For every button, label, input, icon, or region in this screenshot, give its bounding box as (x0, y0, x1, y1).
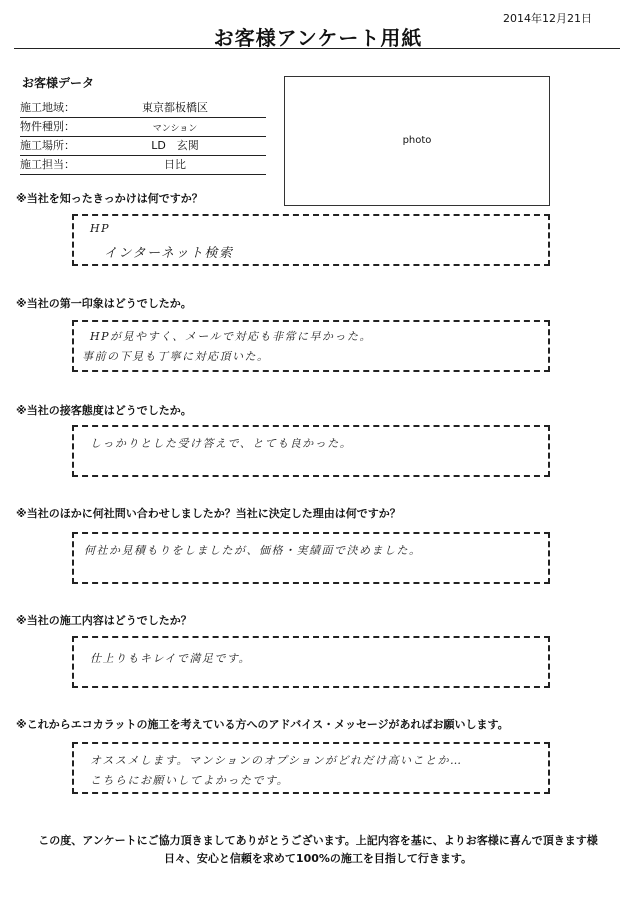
answer-text: オススメします。マンションのオプションがどれだけ高いことか… (90, 754, 463, 767)
info-label: 物件種別： (20, 120, 75, 133)
answer-text: こちらにお願いしてよかったです。 (90, 774, 290, 787)
answer-box-3 (72, 425, 550, 477)
answer-text: HP (90, 222, 110, 235)
question-3: ※当社の接客態度はどうでしたか。 (16, 404, 192, 417)
answer-box-1 (72, 214, 550, 266)
info-value: マンション (152, 124, 198, 134)
title-divider (14, 48, 620, 49)
answer-text: HPが見やすく、メールで対応も非常に早かった。 (90, 330, 373, 343)
info-value: LD 玄関 (151, 139, 199, 152)
footer-line-2: 日々、安心と信頼を求めて100%の施工を目指して行きます。 (163, 852, 473, 865)
answer-text: 何社か見積もりをしましたが、価格・実績面で決めました。 (84, 544, 422, 557)
info-row-staff (20, 157, 266, 175)
info-label: 施工担当： (20, 158, 75, 171)
answer-text: 事前の下見も丁寧に対応頂いた。 (82, 350, 270, 363)
photo-placeholder (284, 76, 550, 206)
info-row-location (20, 138, 266, 156)
customer-data-heading: お客様データ (22, 76, 95, 90)
survey-date: 2014年12月21日 (503, 12, 592, 25)
info-value: 日比 (164, 158, 186, 171)
answer-box-6 (72, 742, 550, 794)
answer-text: インターネット検索 (104, 246, 234, 261)
question-6: ※これからエコカラットの施工を考えている方へのアドバイス・メッセージがあればお願いします。 (16, 718, 509, 731)
answer-text: しっかりとした受け答えで、とても良かった。 (90, 437, 353, 450)
page-title: お客様アンケート用紙 (213, 26, 423, 50)
info-label: 施工地域： (20, 101, 75, 114)
footer-line-1: この度、アンケートにご協力頂きましてありがとうございます。上記内容を基に、よりお客様に喜んで頂きます様 (38, 834, 598, 847)
answer-box-4 (72, 532, 550, 584)
question-1: ※当社を知ったきっかけは何ですか？ (16, 192, 203, 205)
question-5: ※当社の施工内容はどうでしたか？ (16, 614, 192, 627)
question-4: ※当社のほかに何社問い合わせしましたか？当社に決定した理由は何ですか？ (16, 507, 401, 520)
answer-box-2 (72, 320, 550, 372)
answer-box-5 (72, 636, 550, 688)
info-row-property-type (20, 119, 266, 137)
info-value: 東京都板橋区 (142, 101, 208, 114)
question-2: ※当社の第一印象はどうでしたか。 (16, 297, 192, 310)
info-row-area (20, 100, 266, 118)
photo-label: photo (402, 135, 432, 146)
answer-text: 仕上りもキレイで満足です。 (90, 652, 251, 665)
info-label: 施工場所： (20, 139, 75, 152)
